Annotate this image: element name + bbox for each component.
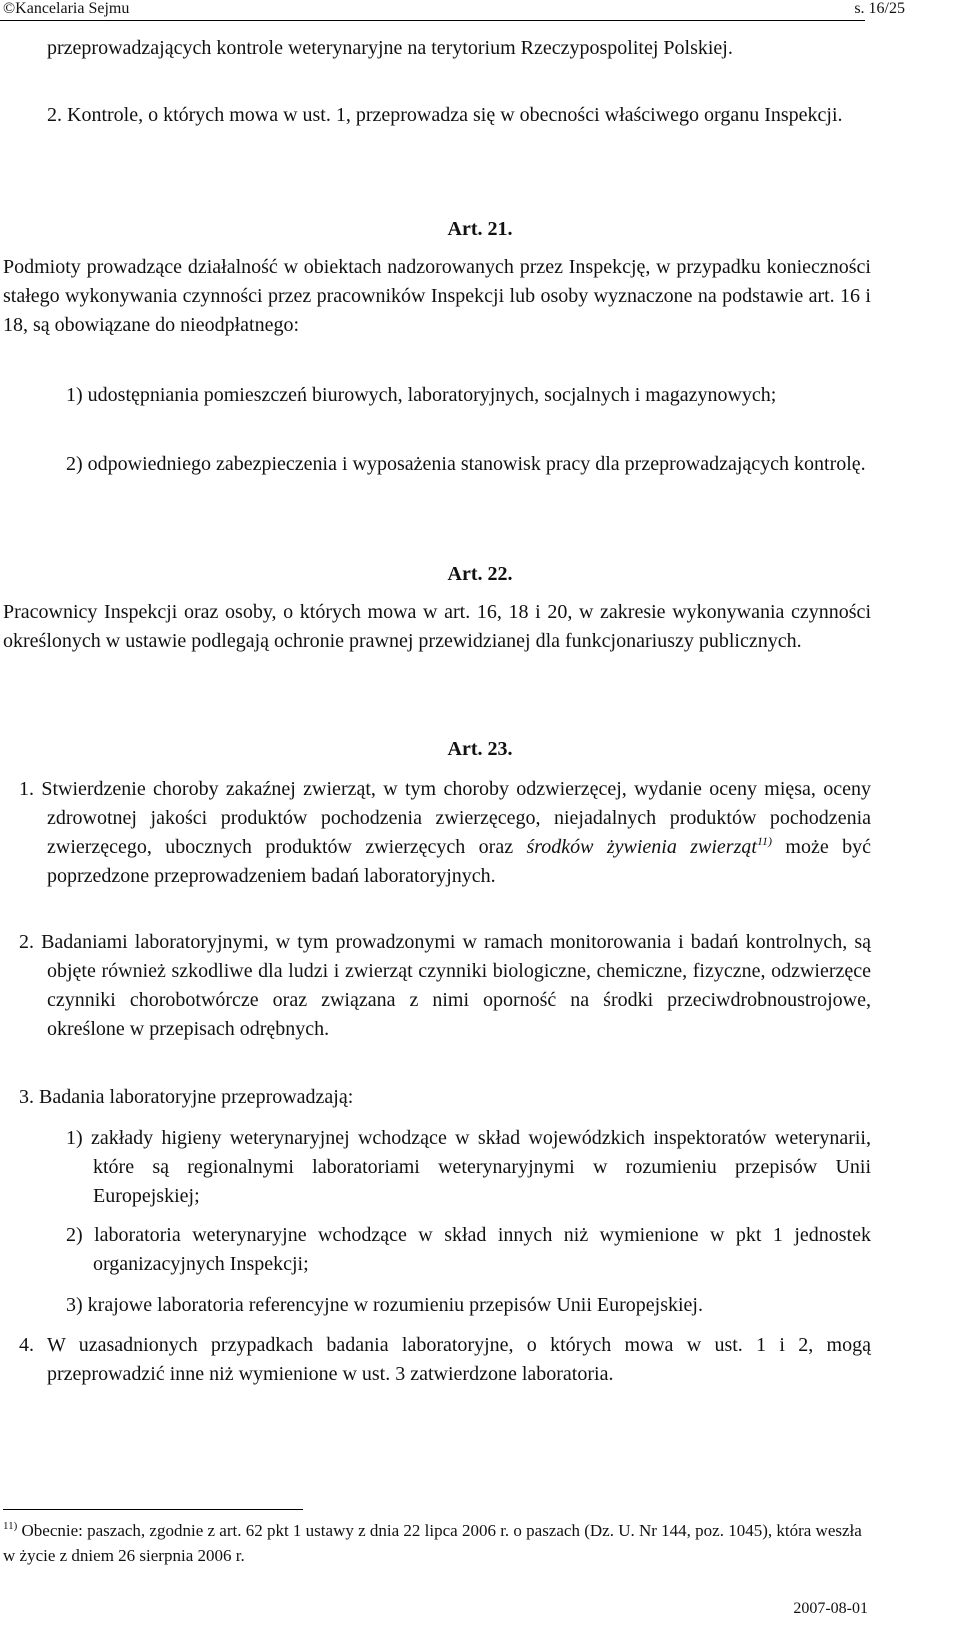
page-number: s. 16/25: [854, 0, 905, 17]
art23-ust3-item-1-text: 1) zakłady higieny weterynaryjnej wchodzące w skład wojewódzkich inspektoratów weterynarii, które są regionalnymi laboratoriami weterynaryjnymi w rozumieniu przepisów Unii Europejskiej;: [66, 1127, 871, 1207]
art23-ust3-item-3: [3, 1291, 871, 1320]
art22-text-body: Pracownicy Inspekcji oraz osoby, o których mowa w art. 16, 18 i 20, w zakresie wykonywania czynności określonych w ustawie podlegają ochronie prawnej przewidzianej dla funkcjonariuszy publicznych.: [3, 601, 871, 652]
art23-ust3-item-2-text: 2) laboratoria weterynaryjne wchodzące w skład innych niż wymienione w pkt 1 jednostek organizacyjnych Inspekcji;: [66, 1224, 871, 1275]
art23-title: Art. 23.: [447, 738, 513, 760]
header-rule: [0, 20, 865, 21]
art23-ust2: [3, 928, 871, 1044]
art21-item-1: [3, 381, 871, 410]
art23-ust3-item-2: [3, 1221, 871, 1279]
art21-item-1-text: 1) udostępniania pomieszczeń biurowych, laboratoryjnych, socjalnych i magazynowych;: [66, 384, 777, 406]
art21-intro: [3, 253, 871, 340]
art21-intro-text: Podmioty prowadzące działalność w obiektach nadzorowanych przez Inspekcję, w przypadku konieczności stałego wykonywania czynności przez pracowników Inspekcji lub osoby wyznaczone na podstawie art. 16 i 18, są obowiązane do nieodpłatnego:: [3, 256, 871, 336]
source-label: ©Kancelaria Sejmu: [3, 0, 130, 17]
footnote-text: Obecnie: paszach, zgodnie z art. 62 pkt 1 ustawy z dnia 22 lipca 2006 r. o paszach (Dz. U. Nr 144, poz. 1045), która weszła w życie z dniem 26 sierpnia 2006 r.: [3, 1521, 862, 1565]
art21-item-2: [3, 450, 871, 479]
footnote-rule: [3, 1509, 303, 1510]
footnote-11: [3, 1518, 871, 1568]
art23-ust3-text: 3. Badania laboratoryjne przeprowadzają:: [19, 1086, 354, 1108]
art23-ust1-italic: środków żywienia zwierząt: [526, 836, 757, 858]
footer-date: 2007-08-01: [793, 1600, 868, 1617]
art23-ust4: [3, 1331, 871, 1389]
art20-ust2-text: 2. Kontrole, o których mowa w ust. 1, przeprowadza się w obecności właściwego organu Inspekcji.: [47, 104, 843, 126]
art23-ust1-text: [3, 775, 871, 891]
art23-ust1: [3, 775, 871, 891]
art20-ust2: [47, 101, 869, 130]
art23-ust2-text: 2. Badaniami laboratoryjnymi, w tym prowadzonymi w ramach monitorowania i badań kontrolnych, są objęte również szkodliwe dla ludzi i zwierząt czynniki biologiczne, chemiczne, fizyczne, odzwierzęce czynniki chorobotwórcze oraz związana z nimi oporność na środki przeciwdrobnoustrojowe, określone w przepisach odrębnych.: [19, 931, 871, 1040]
art23-ust1-part1: 1. Stwierdzenie choroby zakaźnej zwierząt, w tym choroby odzwierzęcej, wydanie oceny mięsa, oceny zdrowotnej jakości produktów pochodzenia zwierzęcego, niejadalnych produktów pochodzenia zwierzęcego, ubocznych produktów zwierzęcych oraz: [19, 778, 871, 858]
page-header: [0, 0, 960, 20]
art23-ust3-item-3-text: 3) krajowe laboratoria referencyjne w rozumieniu przepisów Unii Europejskiej.: [66, 1294, 703, 1316]
art22-title: Art. 22.: [447, 563, 513, 585]
art21-title: Art. 21.: [447, 218, 513, 240]
continuation-para: [47, 34, 869, 63]
art23-ust1-part2: może być poprzedzone przeprowadzeniem badań laboratoryjnych.: [47, 836, 871, 887]
art21-item-2-text: 2) odpowiedniego zabezpieczenia i wyposażenia stanowisk pracy dla przeprowadzających kontrolę.: [66, 453, 866, 475]
art22-text: [3, 598, 871, 656]
art23-ust3-item-1: [3, 1124, 871, 1211]
art23-ust3: [3, 1083, 871, 1112]
footnote-mark: 11): [3, 1520, 18, 1532]
continuation-text: przeprowadzających kontrole weterynaryjne na terytorium Rzeczypospolitej Polskiej.: [47, 37, 733, 59]
footnote-ref-11: 11): [756, 834, 773, 848]
art23-ust4-text: 4. W uzasadnionych przypadkach badania laboratoryjne, o których mowa w ust. 1 i 2, mogą przeprowadzić inne niż wymienione w ust. 3 zatwierdzone laboratoria.: [19, 1334, 871, 1385]
